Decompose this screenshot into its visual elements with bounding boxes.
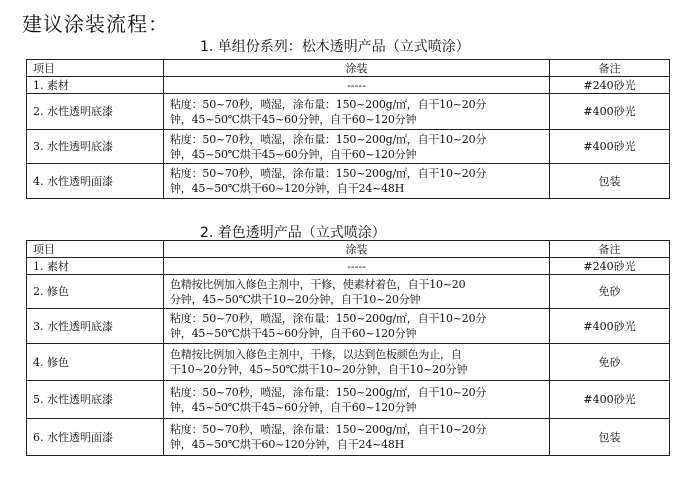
row-note: #400砂光 bbox=[550, 381, 670, 419]
table-row bbox=[27, 258, 670, 275]
row-coating: ----- bbox=[164, 77, 550, 94]
table-row bbox=[27, 130, 670, 164]
row-coating bbox=[164, 275, 550, 309]
row-item: 6. 水性透明面漆 bbox=[27, 419, 164, 456]
header-item: 项目 bbox=[27, 60, 164, 77]
header-item: 项目 bbox=[27, 241, 164, 258]
section-1-title: 1. 单组份系列：松木透明产品（立式喷涂） bbox=[200, 39, 470, 55]
row-coating bbox=[164, 94, 550, 130]
row-coating-line-2: 钟，45~50℃烘干45~60分钟，自干60~120分钟 bbox=[170, 112, 417, 126]
header-coating: 涂装 bbox=[164, 60, 550, 77]
header-note: 备注 bbox=[550, 241, 670, 258]
table-row bbox=[27, 381, 670, 419]
table-row bbox=[27, 77, 670, 94]
row-note: #400砂光 bbox=[550, 309, 670, 344]
row-item: 3. 水性透明底漆 bbox=[27, 309, 164, 344]
row-coating bbox=[164, 130, 550, 164]
row-coating-line-2: 钟，45~50℃烘干60~120分钟，自干24~48H bbox=[170, 182, 405, 195]
row-coating-line-1: 色精按比例加入修色主剂中，干修，以达到色板颜色为止，自 bbox=[170, 348, 462, 361]
table-row bbox=[27, 344, 670, 381]
header-note: 备注 bbox=[550, 60, 670, 77]
row-coating-line-1: 粘度：50~70秒，喷湿，涂布量：150~200g/㎡，自干10~20分 bbox=[170, 385, 487, 399]
row-coating-line-2: 钟，45~50℃烘干45~60分钟，自干60~120分钟 bbox=[170, 147, 417, 161]
row-coating-line-2: 干10~20分钟，45~50℃烘干10~20分钟，自干10~20分钟 bbox=[170, 363, 468, 376]
row-coating bbox=[164, 381, 550, 419]
table-header-row bbox=[27, 60, 670, 77]
row-note: #400砂光 bbox=[550, 94, 670, 130]
section-2-title: 2. 着色透明产品（立式喷涂） bbox=[200, 225, 386, 241]
row-coating: ----- bbox=[164, 258, 550, 275]
row-note: 包装 bbox=[550, 164, 670, 199]
row-item: 4. 水性透明面漆 bbox=[27, 164, 164, 199]
row-item: 1. 素材 bbox=[27, 77, 164, 94]
row-item: 3. 水性透明底漆 bbox=[27, 130, 164, 164]
row-coating bbox=[164, 419, 550, 456]
row-note: 免砂 bbox=[550, 275, 670, 309]
row-coating-line-1: 粘度：50~70秒，喷湿，涂布量：150~200g/㎡，自干10~20分 bbox=[170, 132, 487, 146]
row-item: 2. 修色 bbox=[27, 275, 164, 309]
row-coating-line-1: 粘度：50~70秒，喷湿，涂布量：150~200g/㎡，自干10~20分 bbox=[170, 97, 487, 111]
row-item: 4. 修色 bbox=[27, 344, 164, 381]
row-coating-line-1: 色精按比例加入修色主剂中，干修，使素材着色，自干10~20 bbox=[170, 277, 466, 291]
section-1-table bbox=[26, 59, 670, 199]
row-coating bbox=[164, 164, 550, 199]
row-note: 包装 bbox=[550, 419, 670, 456]
row-coating-line-1: 粘度：50~70秒，喷湿，涂布量：150~200g/㎡，自干10~20分 bbox=[170, 423, 487, 436]
page-title: 建议涂装流程： bbox=[22, 12, 169, 36]
row-coating-line-1: 粘度：50~70秒，喷湿，涂布量：150~200g/㎡，自干10~20分 bbox=[170, 312, 487, 325]
table-row bbox=[27, 275, 670, 309]
row-coating-line-2: 钟，45~50℃烘干60~120分钟，自干24~48H bbox=[170, 438, 405, 451]
row-coating bbox=[164, 344, 550, 381]
row-coating-line-2: 钟，45~50℃烘干45~60分钟，自干60~120分钟 bbox=[170, 400, 417, 414]
row-coating-line-2: 钟，45~50℃烘干45~60分钟，自干60~120分钟 bbox=[170, 327, 417, 340]
row-note: #400砂光 bbox=[550, 130, 670, 164]
row-coating bbox=[164, 309, 550, 344]
row-coating-line-2: 分钟，45~50℃烘干10~20分钟，自干10~20分钟 bbox=[170, 292, 421, 306]
table-row bbox=[27, 419, 670, 456]
table-row bbox=[27, 94, 670, 130]
table-row bbox=[27, 164, 670, 199]
row-note: 免砂 bbox=[550, 344, 670, 381]
row-note: #240砂光 bbox=[550, 77, 670, 94]
header-coating: 涂装 bbox=[164, 241, 550, 258]
row-item: 1. 素材 bbox=[27, 258, 164, 275]
row-note: #240砂光 bbox=[550, 258, 670, 275]
row-item: 2. 水性透明底漆 bbox=[27, 94, 164, 130]
row-item: 5. 水性透明底漆 bbox=[27, 381, 164, 419]
section-2-table bbox=[26, 240, 670, 456]
table-row bbox=[27, 309, 670, 344]
table-header-row bbox=[27, 241, 670, 258]
row-coating-line-1: 粘度：50~70秒，喷湿，涂布量：150~200g/㎡，自干10~20分 bbox=[170, 167, 487, 180]
